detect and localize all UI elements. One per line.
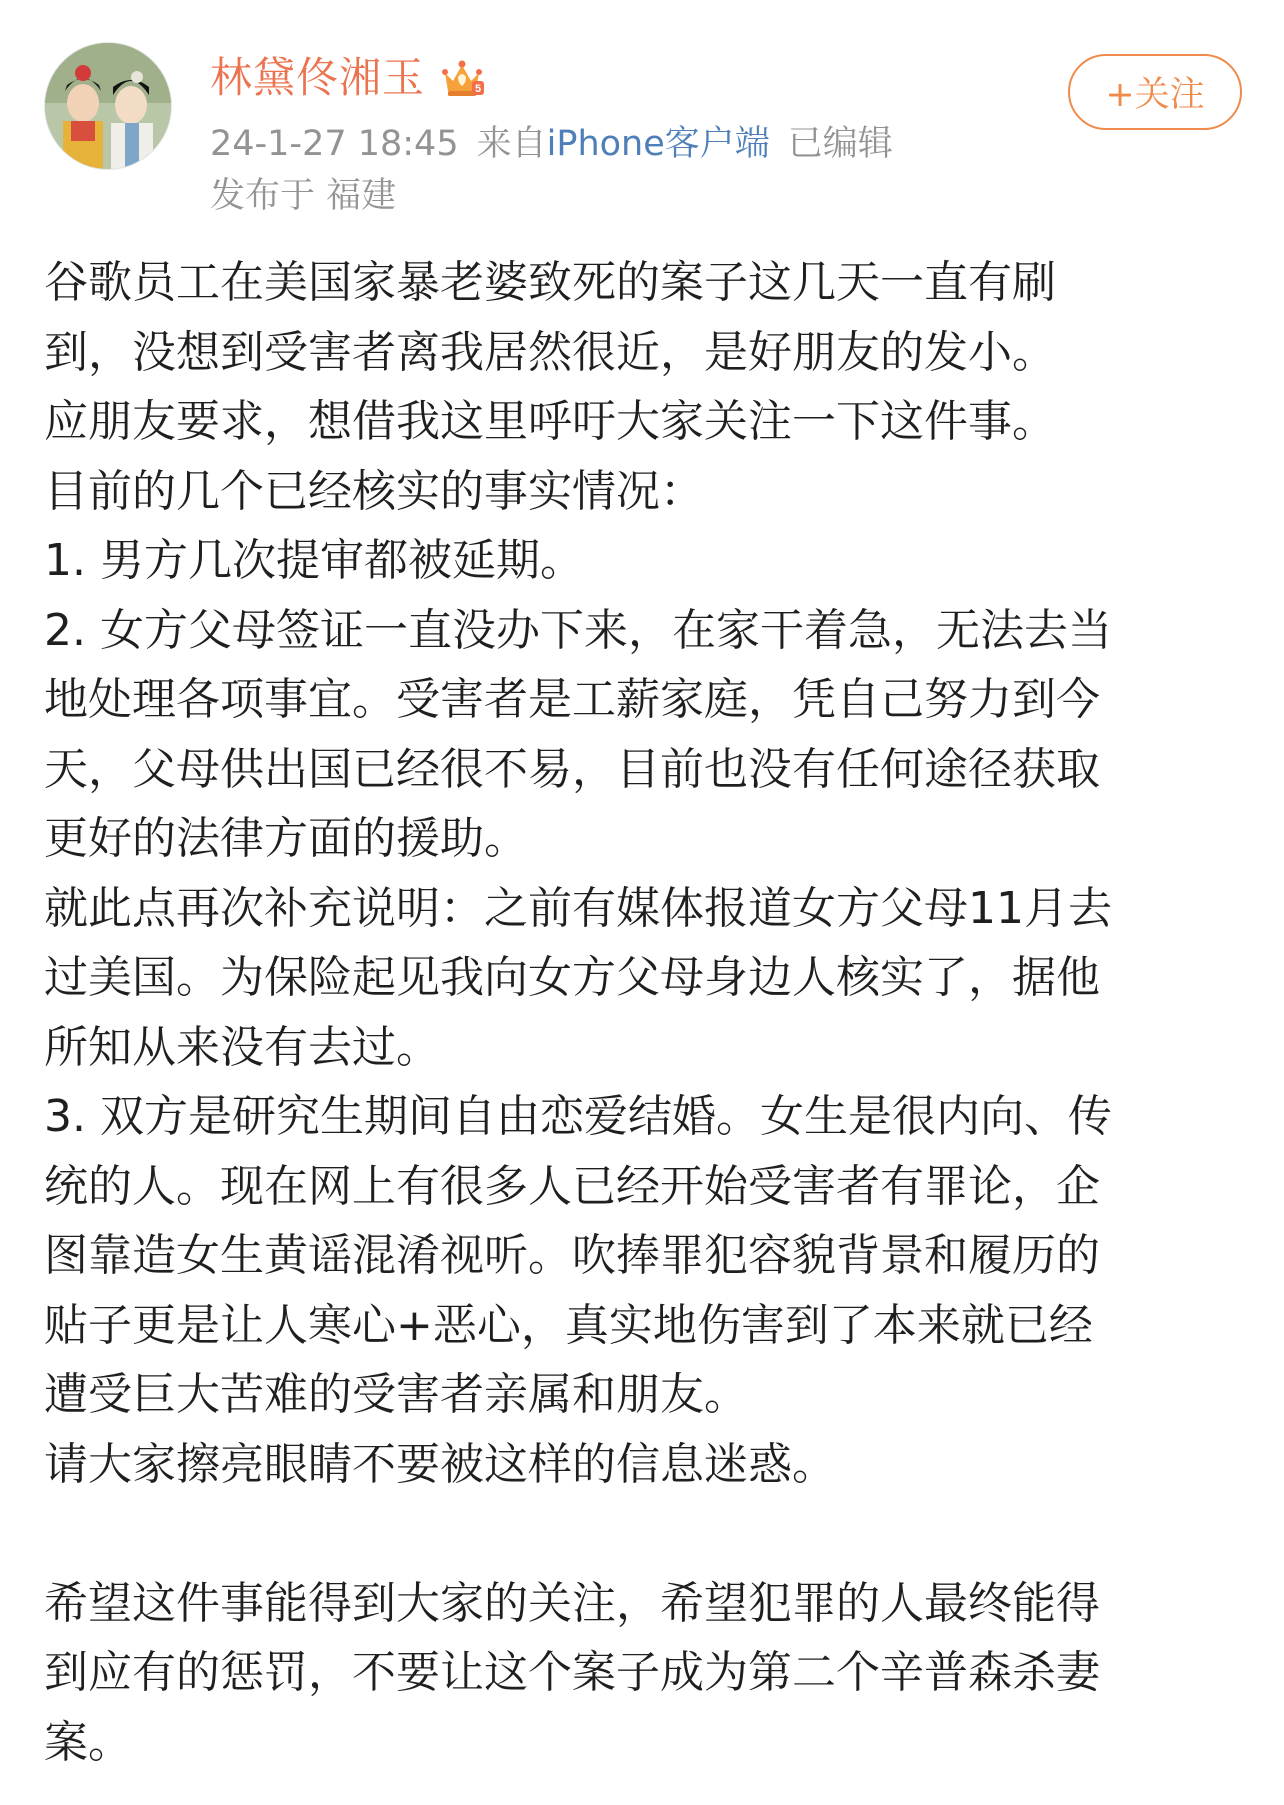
post-location <box>210 172 396 220</box>
crown-vip-icon[interactable] <box>439 55 485 101</box>
content-line: 统的人。现在网上有很多人已经开始受害者有罪论，企 <box>44 1160 1100 1212</box>
location-name: 福建 <box>326 176 397 216</box>
content-line: 目前的几个已经核实的事实情况： <box>44 465 704 517</box>
content-line: 就此点再次补充说明：之前有媒体报道女方父母11月去 <box>44 882 1112 934</box>
content-line: 地处理各项事宜。受害者是工薪家庭，凭自己努力到今 <box>44 674 1100 725</box>
closing-line: 到应有的惩罚，不要让这个案子成为第二个辛普森杀妻 <box>44 1647 1100 1698</box>
author-name[interactable]: 林黛佟湘玉 <box>210 53 426 102</box>
content-line: 应朋友要求，想借我这里呼吁大家关注一下这件事。 <box>44 396 1056 447</box>
content-line: 图靠造女生黄谣混淆视听。吹捧罪犯容貌背景和履历的 <box>44 1230 1100 1281</box>
content-line: 谷歌员工在美国家暴老婆致死的案子这几天一直有刷 <box>44 257 1056 308</box>
content-line: 所知从来没有去过。 <box>44 1021 440 1073</box>
content-line: 贴子更是让人寒心+恶心，真实地伤害到了本来就已经 <box>44 1299 1093 1351</box>
content-line: 请大家擦亮眼睛不要被这样的信息迷惑。 <box>44 1438 836 1490</box>
post-timestamp: 24-1-27 18:45 <box>210 124 459 164</box>
avatar-image <box>45 43 171 169</box>
content-line: 2. 女方父母签证一直没办下来，在家干着急，无法去当 <box>44 604 1112 656</box>
content-line: 更好的法律方面的援助。 <box>44 813 528 864</box>
content-line: 1. 男方几次提审都被延期。 <box>44 535 584 586</box>
content-line: 3. 双方是研究生期间自由恋爱结婚。女生是很内向、传 <box>44 1091 1112 1142</box>
content-line: 天，父母供出国已经很不易，目前也没有任何途径获取 <box>44 743 1100 795</box>
svg-text:5: 5 <box>474 83 482 95</box>
closing-line: 案。 <box>44 1716 132 1768</box>
source-prefix: 来自 <box>476 124 547 164</box>
post-meta <box>210 120 893 168</box>
content-line: 遭受巨大苦难的受害者亲属和朋友。 <box>44 1369 748 1420</box>
author-row <box>210 52 485 104</box>
paragraph-gap <box>44 1499 1240 1569</box>
source-link[interactable]: iPhone客户端 <box>546 124 770 164</box>
content-line: 到，没想到受害者离我居然很近，是好朋友的发小。 <box>44 326 1056 378</box>
post-content <box>44 248 1240 1777</box>
edited-label[interactable]: 已编辑 <box>787 124 893 164</box>
closing-line: 希望这件事能得到大家的关注，希望犯罪的人最终能得 <box>44 1577 1100 1629</box>
content-line: 过美国。为保险起见我向女方父母身边人核实了，据他 <box>44 952 1100 1003</box>
location-prefix: 发布于 <box>210 176 316 216</box>
avatar[interactable] <box>44 42 172 170</box>
follow-button[interactable]: +关注 <box>1068 54 1242 130</box>
